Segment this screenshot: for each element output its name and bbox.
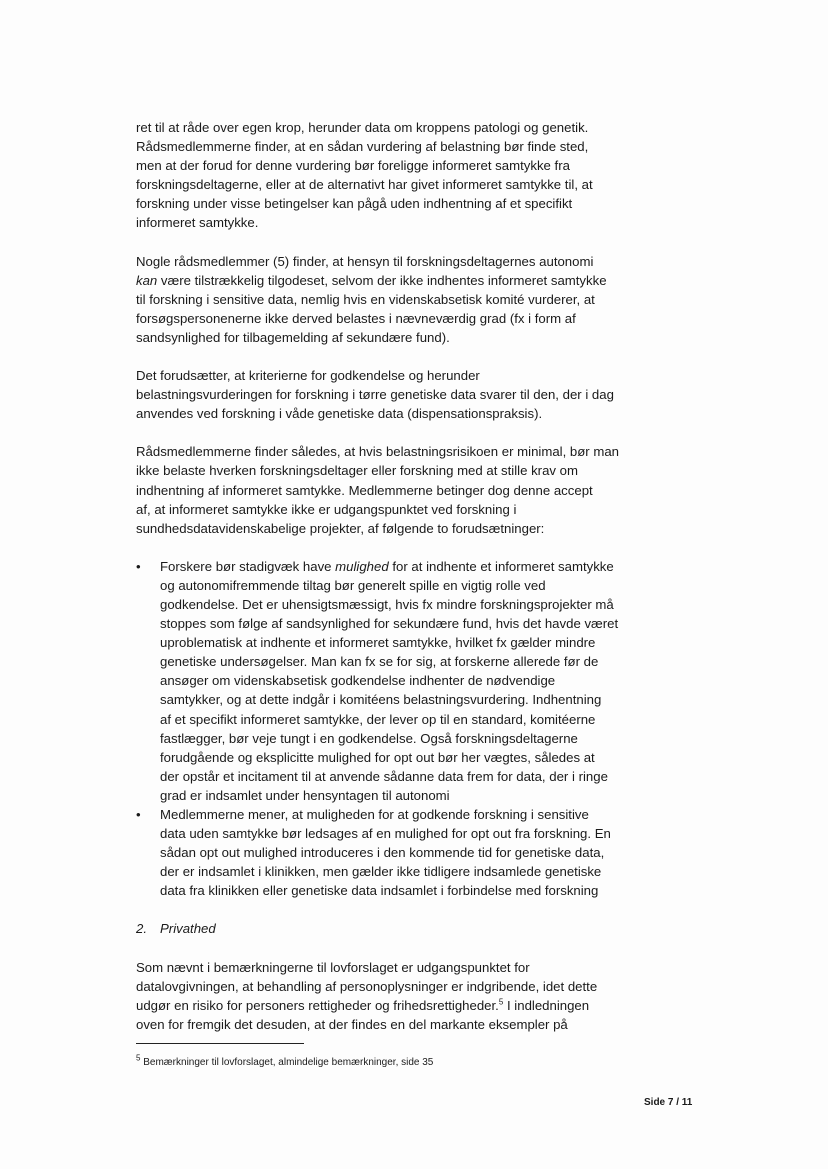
paragraph-5: [136, 958, 676, 1034]
text-line: af, at informeret samtykke ikke er udgangspunktet ved forskning i: [136, 501, 517, 517]
text-line: Medlemmerne mener, at muligheden for at godkende forskning i sensitive: [160, 807, 589, 822]
text-line: [160, 557, 676, 576]
text-line: data fra klinikken eller genetiske data indsamlet i forbindelse med forskning: [160, 883, 599, 899]
text-line: Det forudsætter, at kriterierne for godkendelse og herunder: [136, 368, 480, 384]
bullet-icon: •: [136, 807, 141, 822]
text-line: [136, 271, 676, 290]
text-line: der opstår et incitament til at anvende sådanne data frem for data, der i ringe: [160, 768, 608, 784]
text-line: belastningsvurderingen for forskning i tørre genetiske data svarer til den, der i dag: [136, 387, 614, 403]
footnote-separator: [136, 1043, 304, 1044]
bullet-item-2: [136, 805, 676, 900]
text-line: [136, 996, 676, 1015]
text-line: forskning under visse betingelser kan pågå uden indhentning af et specifikt: [136, 196, 573, 212]
text-line: genetiske undersøgelser. Man kan fx se for sig, at forskerne allerede før de: [160, 654, 599, 670]
text-line: ansøger om videnskabsetisk godkendelse indhenter de nødvendige: [160, 673, 556, 689]
body-text: [136, 118, 676, 1053]
text-line: ret til at råde over egen krop, herunder data om kroppens patologi og genetik.: [136, 120, 589, 135]
text-line: og autonomifremmende tiltag bør generelt spille en vigtig rolle ved: [160, 577, 546, 593]
text-line: Som nævnt i bemærkningerne til lovforslaget er udgangspunktet for: [136, 959, 530, 975]
text-line: forskningsdeltagerne, eller at de alternativt har givet informeret samtykke til, at: [136, 177, 593, 193]
text-run: for at indhente et informeret samtykke: [388, 558, 614, 574]
paragraph-3: [136, 366, 676, 423]
paragraph-4: [136, 442, 676, 537]
text-line: af et specifikt informeret samtykke, der lever op til en standard, komitéerne: [160, 711, 596, 727]
text-line: indhentning af informeret samtykke. Medlemmerne betinger dog denne accept: [136, 482, 593, 498]
text-line: Rådsmedlemmerne finder, at en sådan vurdering af belastning bør finde sted,: [136, 139, 589, 155]
text-line: data uden samtykke bør ledsages af en mulighed for opt out fra forskning. En: [160, 826, 611, 842]
text-line: godkendelse. Det er uhensigtsmæssigt, hvis fx mindre forskningsprojekter må: [160, 596, 614, 612]
paragraph-2: [136, 252, 676, 347]
text-line: forsøgspersonenerne ikke derved belastes i nævneværdig grad (fx i form af: [136, 310, 576, 326]
section-number: 2.: [136, 921, 147, 937]
text-line: anvendes ved forskning i våde genetiske data (dispensationspraksis).: [136, 406, 543, 422]
paragraph-1: [136, 118, 676, 233]
text-line: informeret samtykke.: [136, 215, 259, 231]
emphasis-mulighed: mulighed: [335, 558, 389, 574]
text-run: Forskere bør stadigvæk have: [160, 558, 336, 574]
text-line: grad er indsamlet under hensyntagen til autonomi: [160, 787, 450, 803]
text-line: datalovgivningen, at behandling af personoplysninger er indgribende, idet dette: [136, 978, 598, 994]
emphasis-kan: kan: [136, 272, 158, 288]
page-number: Side 7 / 11: [644, 1097, 693, 1108]
text-line: Nogle rådsmedlemmer (5) finder, at hensyn til forskningsdeltagernes autonomi: [136, 253, 594, 269]
text-line: sandsynlighed for tilbagemelding af sekundære fund).: [136, 329, 450, 345]
footnote-text: Bemærkninger til lovforslaget, almindelige bemærkninger, side 35: [140, 1057, 434, 1068]
text-line: sundhedsdatavidenskabelige projekter, af følgende to forudsætninger:: [136, 520, 545, 536]
text-line: men at der forud for denne vurdering bør foreligge informeret samtykke fra: [136, 158, 570, 174]
text-run: være tilstrækkelig tilgodeset, selvom der ikke indhentes informeret samtykke: [157, 272, 607, 288]
footnote-reference[interactable]: 5: [498, 997, 504, 1007]
bullet-list: [136, 557, 676, 901]
text-line: forudgående og eksplicitte mulighed for opt out bør her vægtes, således at: [160, 749, 595, 765]
text-line: der er indsamlet i klinikken, men gælder ikke tidligere indsamlede genetiske: [160, 864, 602, 880]
text-run: udgør en risiko for personers rettigheder og frihedsrettigheder.: [136, 997, 499, 1013]
text-line: fastlægger, bør veje tungt i en godkendelse. Også forskningsdeltagerne: [160, 730, 578, 746]
text-line: ikke belaste hverken forskningsdeltager eller forskning med at stille krav om: [136, 463, 578, 479]
section-title: Privathed: [160, 921, 216, 937]
footnote-marker: 5: [136, 1053, 141, 1063]
text-line: sådan opt out mulighed introduceres i den kommende tid for genetiske data,: [160, 845, 605, 861]
text-line: uproblematisk at indhente et informeret samtykke, hvilket fx gælder mindre: [160, 635, 596, 651]
text-line: stoppes som følge af sandsynlighed for sekundære fund, hvis det havde været: [160, 616, 619, 632]
text-line: oven for fremgik det desuden, at der findes en del markante eksempler på: [136, 1016, 568, 1032]
section-heading: [136, 919, 676, 938]
text-line: til forskning i sensitive data, nemlig hvis en videnskabsetisk komité vurderer, at: [136, 291, 595, 307]
text-run: I indledningen: [503, 997, 590, 1013]
bullet-item-1: [136, 557, 676, 805]
bullet-icon: •: [136, 558, 141, 574]
text-line: samtykker, og at dette indgår i komitéens belastningsvurdering. Indhentning: [160, 692, 602, 708]
text-line: Rådsmedlemmerne finder således, at hvis belastningsrisikoen er minimal, bør man: [136, 444, 620, 460]
footnote: [136, 1053, 434, 1068]
